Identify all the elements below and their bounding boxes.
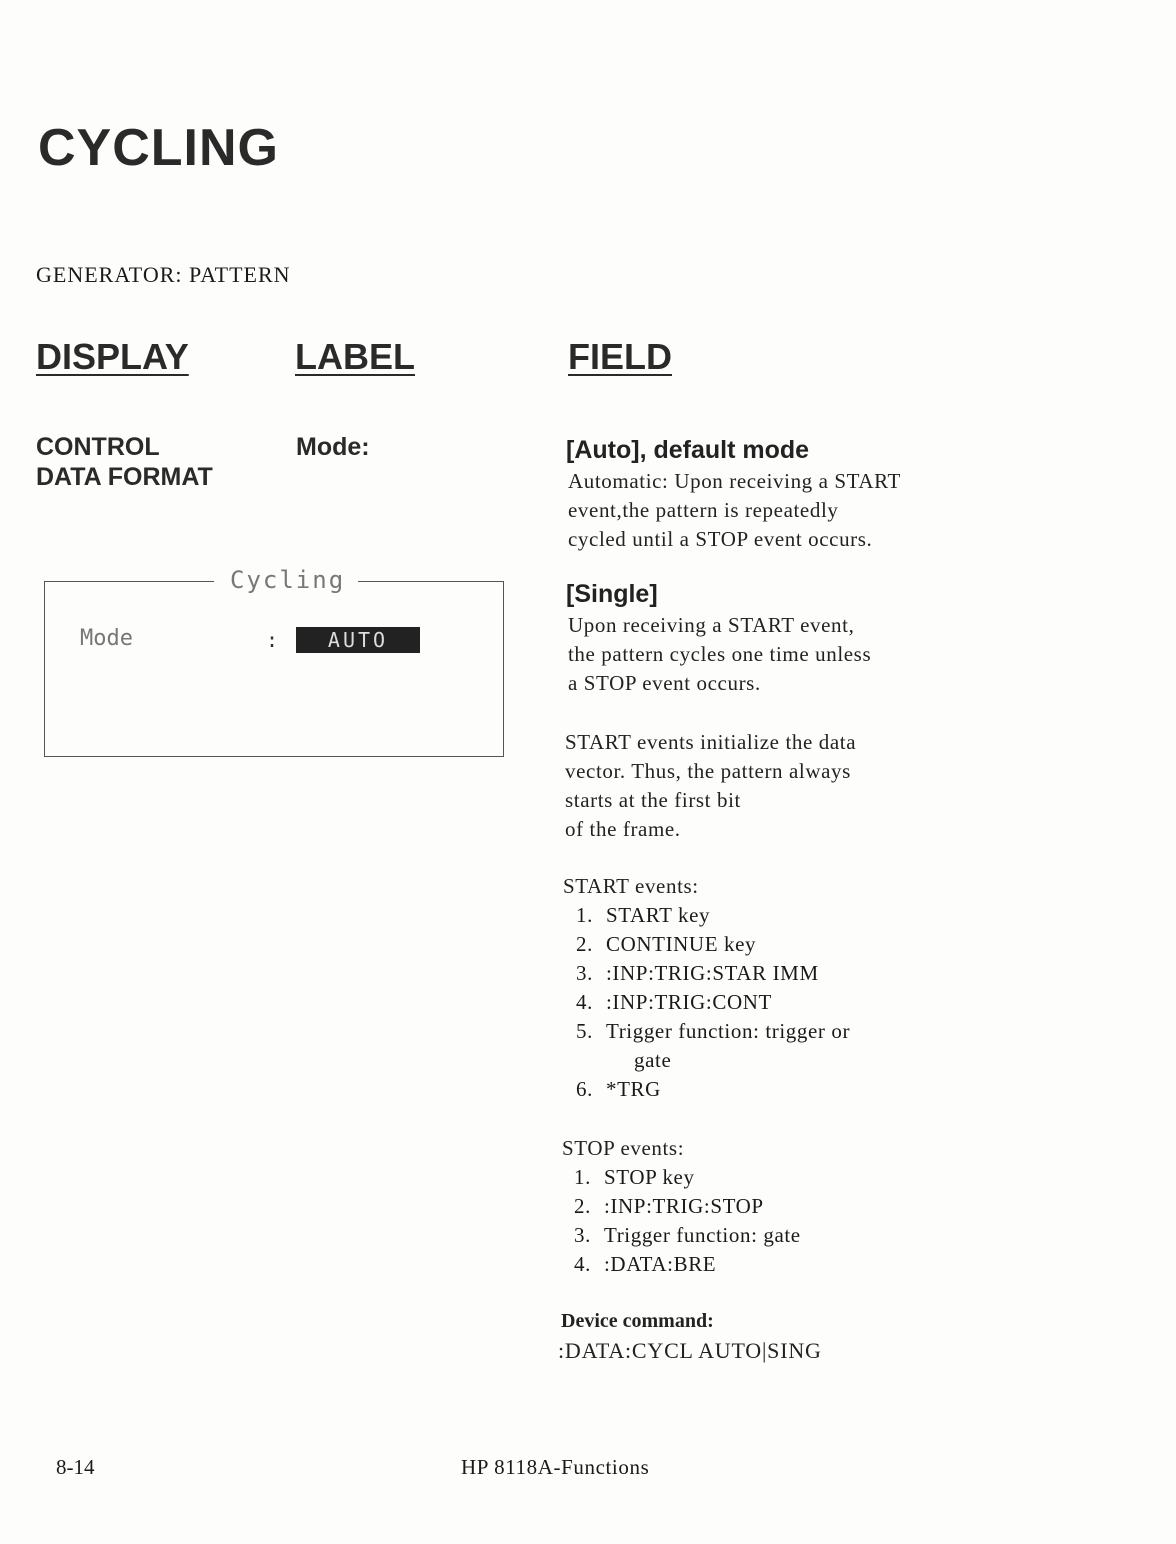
list-item: [576, 1075, 850, 1104]
list-item: [574, 1250, 801, 1279]
start-note: [565, 728, 965, 844]
text-line: START events initialize the data: [565, 730, 857, 754]
list-item-number: 5.: [576, 1019, 593, 1043]
list-item: [576, 930, 850, 959]
list-item: [576, 959, 850, 988]
list-item-number: 2.: [574, 1194, 591, 1218]
list-item: [576, 901, 850, 930]
list-item-text: Trigger function: gate: [604, 1223, 801, 1247]
list-item-number: 4.: [574, 1252, 591, 1276]
column-heading-display: DISPLAY: [36, 336, 189, 377]
list-item-continuation: gate: [634, 1048, 672, 1072]
page-number: 8-14: [56, 1455, 95, 1479]
list-item-number: 3.: [576, 961, 593, 985]
list-item-text: *TRG: [606, 1077, 661, 1101]
column-heading-label: LABEL: [295, 336, 415, 377]
list-item-number: 2.: [576, 932, 593, 956]
page-title: CYCLING: [38, 119, 279, 177]
start-events-list: [576, 901, 850, 1104]
list-item-number: 1.: [574, 1165, 591, 1189]
list-item-number: 1.: [576, 903, 593, 927]
panel-colon: :: [266, 628, 279, 652]
generator-line: GENERATOR: PATTERN: [36, 262, 291, 287]
stop-events-heading: STOP events:: [562, 1136, 685, 1160]
device-command: :DATA:CYCL AUTO|SING: [558, 1338, 822, 1363]
text-line: of the frame.: [565, 817, 681, 841]
list-item-text: :INP:TRIG:STAR IMM: [606, 961, 819, 985]
list-item-text: :INP:TRIG:CONT: [606, 990, 772, 1014]
control-line-2: DATA FORMAT: [36, 463, 213, 491]
control-line-1: CONTROL: [36, 433, 160, 461]
auto-description: [568, 467, 988, 554]
panel-mode-label: Mode: [80, 626, 133, 651]
text-line: Upon receiving a START event,: [568, 613, 855, 637]
display-control-text: [36, 432, 213, 492]
panel-border-top-right: [358, 581, 504, 582]
device-command-heading: Device command:: [561, 1310, 714, 1332]
text-line: cycled until a STOP event occurs.: [568, 527, 873, 551]
panel-title: Cycling: [230, 566, 346, 594]
list-item-number: 6.: [576, 1077, 593, 1101]
list-item: [574, 1163, 801, 1192]
list-item-text: :DATA:BRE: [604, 1252, 717, 1276]
auto-heading: [Auto], default mode: [566, 436, 810, 464]
list-item: [576, 1017, 850, 1075]
list-item: [574, 1221, 801, 1250]
text-line: vector. Thus, the pattern always: [565, 759, 851, 783]
panel-mode-value[interactable]: AUTO: [296, 627, 420, 653]
text-line: event,the pattern is repeatedly: [568, 498, 839, 522]
text-line: starts at the first bit: [565, 788, 741, 812]
list-item-text: CONTINUE key: [606, 932, 757, 956]
list-item-text: START key: [606, 903, 711, 927]
list-item-number: 3.: [574, 1223, 591, 1247]
display-panel: [44, 581, 504, 757]
text-line: the pattern cycles one time unless: [568, 642, 872, 666]
list-item: [574, 1192, 801, 1221]
list-item-number: 4.: [576, 990, 593, 1014]
single-heading: [Single]: [566, 580, 658, 608]
single-description: [568, 611, 968, 698]
panel-border-top-left: [44, 581, 214, 582]
text-line: a STOP event occurs.: [568, 671, 761, 695]
stop-events-list: [574, 1163, 801, 1279]
list-item-text: Trigger function: trigger or: [606, 1019, 851, 1043]
list-item-text: :INP:TRIG:STOP: [604, 1194, 764, 1218]
list-item-text: STOP key: [604, 1165, 695, 1189]
start-events-heading: START events:: [563, 874, 699, 898]
label-mode: Mode:: [296, 433, 370, 461]
footer-title: HP 8118A-Functions: [461, 1455, 650, 1479]
list-item: [576, 988, 850, 1017]
column-heading-field: FIELD: [568, 336, 672, 377]
text-line: Automatic: Upon receiving a START: [568, 469, 901, 493]
